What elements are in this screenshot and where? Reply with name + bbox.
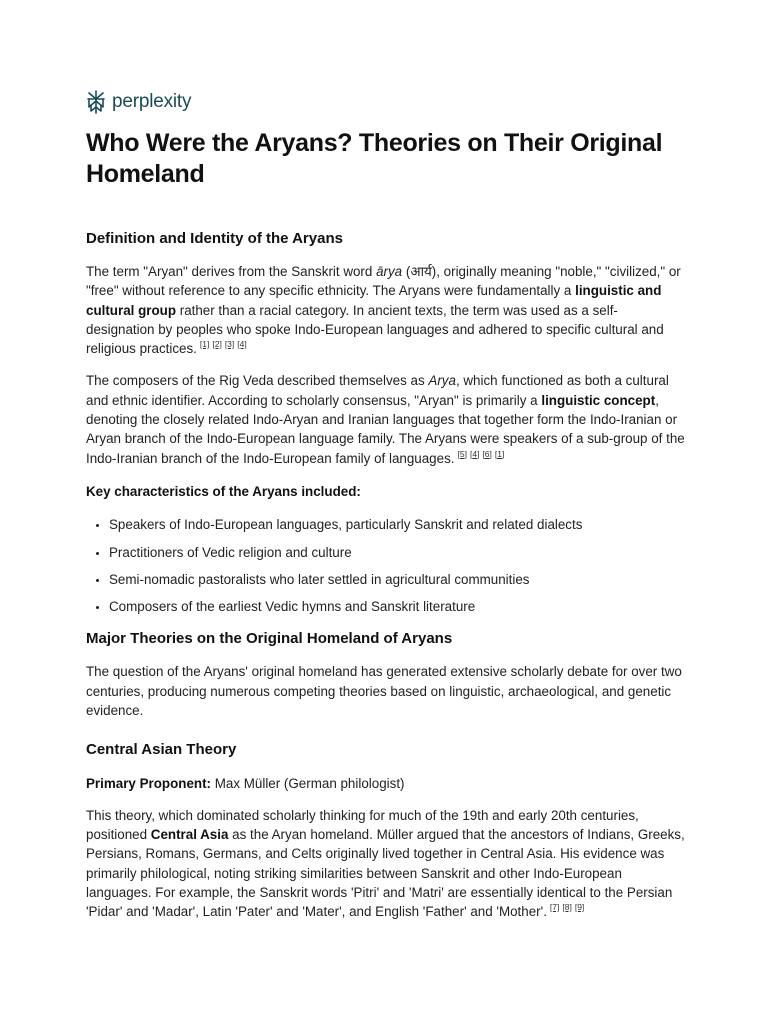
brand-name: perplexity — [112, 91, 192, 112]
citation-link[interactable]: [2] — [212, 339, 222, 350]
emphasis-arya: Arya — [428, 373, 456, 389]
definition-heading: Definition and Identity of the Aryans — [86, 230, 343, 247]
list-item: • Speakers of Indo-European languages, particularly Sanskrit and related dialects — [109, 515, 686, 534]
central-asian-paragraph — [86, 806, 686, 922]
bold-linguistic-cultural-group: linguistic and cultural group — [86, 283, 662, 318]
central-asian-theory-heading: Central Asian Theory — [86, 741, 237, 759]
list-item: • Practitioners of Vedic religion and culture — [109, 543, 686, 562]
citation-link[interactable]: [1] — [494, 448, 505, 459]
text-run: The term "Aryan" derives from the Sanskrit word — [86, 264, 377, 279]
theories-paragraph: The question of the Aryans' original homeland has generated extensive scholarly debate for over two centuries, producing numerous competing theories based on linguistic, archaeological, and genetic evidence. — [86, 664, 682, 719]
key-characteristics-heading: Key characteristics of the Aryans included: — [86, 483, 361, 499]
perplexity-logo[interactable] — [86, 90, 191, 114]
citation-link[interactable]: [1] — [199, 339, 210, 350]
text-run: , which functioned as both a cultural and ethnic identifier. According to scholarly consensus, "Aryan" is primarily a — [86, 373, 669, 408]
citation-link[interactable]: [8] — [562, 902, 572, 913]
proponent-value: Max Müller (German philologist) — [211, 776, 405, 792]
citation-link[interactable]: [5] — [457, 448, 467, 459]
perplexity-logo-icon — [86, 90, 106, 114]
text-run: This theory, which dominated scholarly thinking for much of the 19th and early 20th centuries, positioned — [86, 807, 639, 842]
citation-link[interactable]: [4] — [237, 339, 247, 350]
text-run: , denoting the closely related Indo-Aryan and Iranian languages that together form the Indo-Iranian or Aryan branch of the Indo-European language family. The Aryans were speakers of a sub-group of the Indo-Iranian branch of the Indo-European family of languages. — [86, 392, 685, 466]
proponent-label: Primary Proponent: — [86, 776, 212, 792]
text-run: as the Aryan homeland. Müller argued that the ancestors of Indians, Greeks, Persians, Romans, Germans, and Celts originally lived together in Central Asia. His evidence was primarily philological, noting striking similarities between Sanskrit and other Indo-European languages. For example, the Sanskrit words 'Pitri' and 'Matri' are essentially identical to the Persian 'Pidar' and 'Madar', Latin 'Pater' and 'Mater', and English 'Father' and 'Mother'. — [86, 826, 685, 920]
theories-heading: Major Theories on the Original Homeland of Aryans — [86, 630, 453, 648]
list-item: • Composers of the earliest Vedic hymns and Sanskrit literature — [109, 597, 686, 616]
key-characteristics-list — [86, 515, 686, 616]
page-title: Who Were the Aryans? Theories on Their Original Homeland — [86, 129, 663, 188]
definition-paragraph-2 — [86, 371, 686, 467]
primary-proponent — [86, 774, 686, 793]
text-run: (आर्य), originally meaning "noble," "civilized," or "free" without reference to any specific ethnicity. The Aryans were fundamentally a — [86, 264, 681, 299]
citation-link[interactable]: [9] — [574, 902, 585, 913]
emphasis-arya-sanskrit: ārya — [376, 264, 403, 279]
citation-link[interactable]: [7] — [549, 902, 560, 913]
citation-link[interactable]: [3] — [224, 339, 235, 350]
article — [86, 128, 686, 921]
citation-link[interactable]: [4] — [469, 448, 480, 459]
bold-linguistic-concept: linguistic concept — [541, 392, 656, 408]
citation-link[interactable]: [6] — [482, 448, 492, 459]
text-run: The composers of the Rig Veda described themselves as — [86, 373, 429, 389]
bold-central-asia: Central Asia — [150, 826, 229, 842]
text-run: rather than a racial category. In ancient texts, the term was used as a self-designation by peoples who spoke Indo-European languages and adhered to specific cultural and religious practices. — [86, 302, 664, 357]
definition-paragraph-1 — [86, 262, 686, 358]
list-item: • Semi-nomadic pastoralists who later settled in agricultural communities — [109, 570, 686, 589]
